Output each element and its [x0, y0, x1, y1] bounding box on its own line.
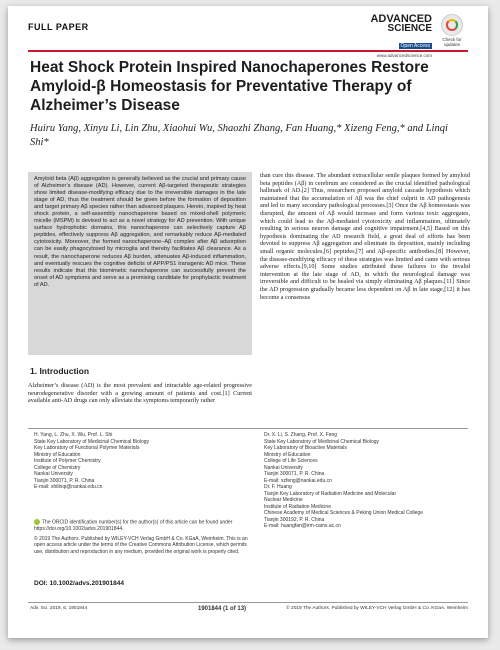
- journal-url[interactable]: www.advancedscience.com: [376, 53, 432, 58]
- copyright-note: © 2019 The Authors. Published by WILEY-VCH Verlag GmbH & Co. KGaA, Weinheim. This is an open access article under the terms of the Creative Commons Attribution License, which permits use, distribution and reproduction in any medium, provided the original work is properly cited.: [34, 536, 248, 555]
- footer-copyright: © 2019 The Authors. Published by WILEY-VCH Verlag GmbH & Co. KGaA, Weinheim: [286, 606, 468, 611]
- affiliations-left: H. Yang, L. Zhu, X. Wu, Prof. L. Shi State Key Laboratory of Medicinal Chemical Biology Key Laboratory of Functional Polymer Materials Ministry of Education Institute of Polymer Chemistry College of Chemistry Nankai University Tianjin 300071, P. R. China E-mail: shilinqi@nankai.edu.cn: [34, 432, 150, 490]
- footer-divider: [28, 602, 468, 603]
- orcid-note: [34, 519, 248, 532]
- header-divider: [28, 50, 468, 52]
- doi-label[interactable]: DOI: 10.1002/advs.201901844: [34, 580, 124, 587]
- footer-page-number: 1901844 (1 of 13): [198, 606, 247, 612]
- check-updates-icon[interactable]: [441, 14, 463, 36]
- introduction-text: Alzheimer’s disease (AD) is the most prevalent and intractable age-related progressive neurodegenerative disorder with a growing amount of patients and cost.[1] Current available anti-AD drugs can only alleviate the symptoms temporarily rather: [28, 382, 252, 405]
- paper-page: [8, 6, 488, 638]
- journal-name: [370, 14, 432, 34]
- footer-citation: Adv. Sci. 2019, 6, 1901844: [30, 606, 88, 611]
- section-label: FULL PAPER: [28, 22, 89, 32]
- orcid-icon: [34, 519, 40, 525]
- page-footer: [30, 606, 468, 616]
- abstract-box: Amyloid beta (Aβ) aggregation is generally believed as the crucial and primary cause of Alzheimer’s disease (AD). However, current Aβ-targeted therapeutic strategies show limited disease-modifying efficacy due to the irreversible damages in the late stage of AD, thus the treatment should be given before the formation of deposition and target primary Aβ species rather than advanced plaques. Herein, inspired by heat shock protein, a self-assembly nanochaperone based on mixed-shell polymeric micelle (MSPM) is devised to act as a novel strategy for AD prevention. With unique surface hydrophobic domains, this nanochaperone can selectively capture Aβ peptides, effectively suppress Aβ aggregation, and remarkably reduce Aβ-mediated cytotoxicity. Moreover, the formed nanochaperone–Aβ complex after Aβ adsorption can be easily phagocytosed by microglia and thereby facilitates Aβ clearance. As a result, the nanochaperone reduces Aβ burden, attenuates Aβ-induced inflammation, and eventually rescues the cognitive deficits of APP/PS1 transgenic AD mice. These results indicate that this biomimetic nanochaperone can successfully prevent the onset of AD symptoms and serve as a promising candidate for prophylactic treatment of AD.: [28, 172, 252, 355]
- affiliations-right: Dr. X. Li, S. Zhang, Prof. X. Feng State Key Laboratory of Medicinal Chemical Biology Key Laboratory of Bioactive Materials Ministry of Education College of Life Sciences Nankai University Tianjin 300071, P. R. China E-mail: xzfeng@nankai.edu.cn Dr. F. Huang Tianjin Key Laboratory of Radiation Medicine and Molecular Nuclear Medicine Institute of Radiation Medicine Chinese Academy of Medical Sciences & Peking Union Medical College Tianjin 300192, P. R. China E-mail: huangfan@irm-cams.ac.cn: [264, 432, 423, 529]
- open-access-badge: Open Access: [400, 43, 430, 49]
- orcid-text[interactable]: The ORCID identification number(s) for the author(s) of this article can be found under https://doi.org/10.1002/advs.201901844.: [34, 519, 233, 532]
- section-heading-introduction: 1. Introduction: [30, 366, 90, 376]
- right-column-text: than cure this disease. The abundant extracellular senile plaques formed by amyloid beta peptides (Aβ) in cerebrum are considered as the crucial identified pathological hallmark of AD.[2] Thus, researchers proposed amyloid cascade hypothesis which maintained that the accumulation of Aβ was the chief culprit in AD pathogenesis and led to many secondary pathological processes.[3] Once the Aβ homeostasis was disrupted, the amount of Aβ would increase and form various toxic aggregates, which could lead to the Aβ-mediated cytotoxicity and inflammation, ultimately resulting in serious neuron damage and cognitive impairment.[4,5] Based on this hypothesis dominating the AD research field, a great deal of efforts has been devoted to suppress Aβ aggregation and eliminate its deposition, mainly including small organic molecules,[6] peptides,[7] and Aβ-specific antibodies.[8] However, the disease-modifying efficacy of these strategies was limited and came with serious adverse effects.[9,10] Some studies attributed these failures to the invalid intervention at the late stage of AD, in which the neurological damage was irreversible and difficult to be healed via simply eliminating Aβ plaques.[11] Since the AD progression gradually became less dependent on Aβ in late stage,[12] it has become a consensus: [260, 172, 470, 301]
- journal-name-line2: SCIENCE: [387, 23, 432, 34]
- journal-name-line1: ADVANCED: [370, 13, 432, 25]
- author-list: Huiru Yang, Xinyu Li, Lin Zhu, Xiaohui Wu, Shaozhi Zhang, Fan Huang,* Xizeng Feng,* and Linqi Shi*: [30, 123, 448, 148]
- check-updates-label: Check for updates: [442, 37, 462, 47]
- affiliation-divider: [28, 428, 468, 429]
- check-for-updates[interactable]: [436, 14, 468, 47]
- article-title: Heat Shock Protein Inspired Nanochaperones Restore Amyloid-β Homeostasis for Preventative Therapy of Alzheimer’s Disease: [30, 59, 429, 114]
- page-header: [28, 13, 468, 58]
